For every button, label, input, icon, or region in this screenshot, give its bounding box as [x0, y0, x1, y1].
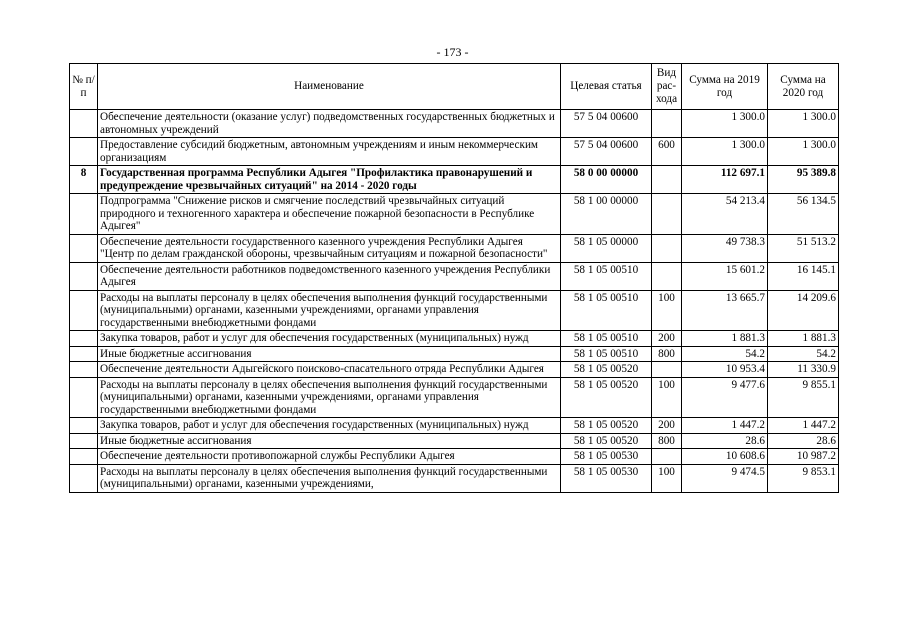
row-kind: [652, 234, 682, 262]
row-no: [70, 138, 98, 166]
page-number: - 173 -: [436, 45, 469, 59]
table-row: [70, 110, 839, 138]
row-code: 58 1 05 00530: [561, 464, 652, 492]
row-code: 57 5 04 00600: [561, 138, 652, 166]
row-no: [70, 433, 98, 449]
row-code: 58 1 05 00520: [561, 377, 652, 418]
row-kind: [652, 362, 682, 378]
row-sum-2019: 1 300.0: [682, 138, 768, 166]
row-code: 58 1 05 00520: [561, 418, 652, 434]
row-name: Обеспечение деятельности (оказание услуг) подведомственных государственных бюджетных и автономных учреждений: [98, 110, 561, 138]
row-sum-2020: 1 447.2: [768, 418, 839, 434]
row-sum-2019: 15 601.2: [682, 262, 768, 290]
row-no: [70, 331, 98, 347]
header-sum-2019: Сумма на 2019 год: [682, 64, 768, 110]
table-row: [70, 166, 839, 194]
table-row: [70, 433, 839, 449]
row-sum-2020: 1 300.0: [768, 138, 839, 166]
row-code: 58 1 05 00510: [561, 331, 652, 347]
row-name: Закупка товаров, работ и услуг для обеспечения государственных (муниципальных) нужд: [98, 418, 561, 434]
row-kind: [652, 194, 682, 235]
row-no: [70, 464, 98, 492]
row-sum-2019: 9 474.5: [682, 464, 768, 492]
row-sum-2019: 1 447.2: [682, 418, 768, 434]
header-kind: Вид рас-хода: [652, 64, 682, 110]
row-code: 58 1 05 00510: [561, 346, 652, 362]
row-sum-2019: 54.2: [682, 346, 768, 362]
row-no: 8: [70, 166, 98, 194]
row-no: [70, 262, 98, 290]
row-kind: 100: [652, 377, 682, 418]
row-kind: 100: [652, 290, 682, 331]
row-sum-2019: 49 738.3: [682, 234, 768, 262]
budget-table: [69, 63, 839, 493]
row-name: Расходы на выплаты персоналу в целях обеспечения выполнения функций государственными (муниципальными) органами, казенными учреждениями, органами управления государственными внебюджетными фондами: [98, 377, 561, 418]
row-sum-2020: 1 881.3: [768, 331, 839, 347]
row-sum-2020: 54.2: [768, 346, 839, 362]
row-no: [70, 362, 98, 378]
row-code: 58 1 05 00530: [561, 449, 652, 465]
table-row: [70, 234, 839, 262]
row-kind: [652, 166, 682, 194]
row-name: Обеспечение деятельности Адыгейского поисково-спасательного отряда Республики Адыгея: [98, 362, 561, 378]
table-header-row: [70, 64, 839, 110]
row-sum-2020: 28.6: [768, 433, 839, 449]
table-row: [70, 377, 839, 418]
header-name: Наименование: [98, 64, 561, 110]
row-sum-2019: 1 881.3: [682, 331, 768, 347]
row-kind: 200: [652, 331, 682, 347]
row-name: Расходы на выплаты персоналу в целях обеспечения выполнения функций государственными (муниципальными) органами, казенными учреждениями, органами управления государственными внебюджетными фондами: [98, 290, 561, 331]
row-name: Подпрограмма "Снижение рисков и смягчение последствий чрезвычайных ситуаций природного и техногенного характера и обеспечение пожарной безопасности в Республике Адыгея": [98, 194, 561, 235]
row-name: Расходы на выплаты персоналу в целях обеспечения выполнения функций государственными (муниципальными) органами, казенными учреждениями,: [98, 464, 561, 492]
row-no: [70, 346, 98, 362]
table-row: [70, 464, 839, 492]
table-row: [70, 418, 839, 434]
row-name: Обеспечение деятельности противопожарной службы Республики Адыгея: [98, 449, 561, 465]
row-sum-2020: 10 987.2: [768, 449, 839, 465]
table-row: [70, 362, 839, 378]
row-name: Государственная программа Республики Адыгея "Профилактика правонарушений и предупреждение чрезвычайных ситуаций" на 2014 - 2020 годы: [98, 166, 561, 194]
row-sum-2020: 9 855.1: [768, 377, 839, 418]
row-code: 58 1 05 00510: [561, 262, 652, 290]
row-no: [70, 234, 98, 262]
row-sum-2020: 9 853.1: [768, 464, 839, 492]
row-no: [70, 110, 98, 138]
row-no: [70, 449, 98, 465]
row-kind: [652, 110, 682, 138]
row-sum-2019: 13 665.7: [682, 290, 768, 331]
row-name: Иные бюджетные ассигнования: [98, 346, 561, 362]
row-no: [70, 290, 98, 331]
row-code: 58 0 00 00000: [561, 166, 652, 194]
header-target: Целевая статья: [561, 64, 652, 110]
row-code: 58 1 05 00510: [561, 290, 652, 331]
header-sum-2020: Сумма на 2020 год: [768, 64, 839, 110]
table-row: [70, 290, 839, 331]
row-sum-2020: 56 134.5: [768, 194, 839, 235]
row-sum-2020: 1 300.0: [768, 110, 839, 138]
row-name: Закупка товаров, работ и услуг для обеспечения государственных (муниципальных) нужд: [98, 331, 561, 347]
row-code: 58 1 00 00000: [561, 194, 652, 235]
row-code: 58 1 05 00520: [561, 433, 652, 449]
row-code: 58 1 05 00000: [561, 234, 652, 262]
row-kind: 800: [652, 433, 682, 449]
row-kind: 800: [652, 346, 682, 362]
row-sum-2020: 95 389.8: [768, 166, 839, 194]
table-row: [70, 449, 839, 465]
row-no: [70, 418, 98, 434]
row-sum-2019: 9 477.6: [682, 377, 768, 418]
row-kind: 200: [652, 418, 682, 434]
row-sum-2019: 10 953.4: [682, 362, 768, 378]
row-sum-2019: 10 608.6: [682, 449, 768, 465]
row-code: 57 5 04 00600: [561, 110, 652, 138]
row-kind: [652, 262, 682, 290]
row-name: Обеспечение деятельности государственного казенного учреждения Республики Адыгея "Центр по делам гражданской обороны, чрезвычайным ситуациям и пожарной безопасности": [98, 234, 561, 262]
table-row: [70, 346, 839, 362]
row-name: Предоставление субсидий бюджетным, автономным учреждениям и иным некоммерческим организациям: [98, 138, 561, 166]
row-name: Обеспечение деятельности работников подведомственного казенного учреждения Республики Адыгея: [98, 262, 561, 290]
row-code: 58 1 05 00520: [561, 362, 652, 378]
row-kind: 600: [652, 138, 682, 166]
header-no: № п/п: [70, 64, 98, 110]
table-row: [70, 138, 839, 166]
row-no: [70, 194, 98, 235]
table-row: [70, 331, 839, 347]
row-sum-2019: 54 213.4: [682, 194, 768, 235]
row-name: Иные бюджетные ассигнования: [98, 433, 561, 449]
row-no: [70, 377, 98, 418]
row-sum-2020: 51 513.2: [768, 234, 839, 262]
row-kind: 100: [652, 464, 682, 492]
table-row: [70, 262, 839, 290]
row-kind: [652, 449, 682, 465]
row-sum-2019: 112 697.1: [682, 166, 768, 194]
table-row: [70, 194, 839, 235]
row-sum-2019: 28.6: [682, 433, 768, 449]
row-sum-2020: 11 330.9: [768, 362, 839, 378]
row-sum-2019: 1 300.0: [682, 110, 768, 138]
row-sum-2020: 16 145.1: [768, 262, 839, 290]
row-sum-2020: 14 209.6: [768, 290, 839, 331]
